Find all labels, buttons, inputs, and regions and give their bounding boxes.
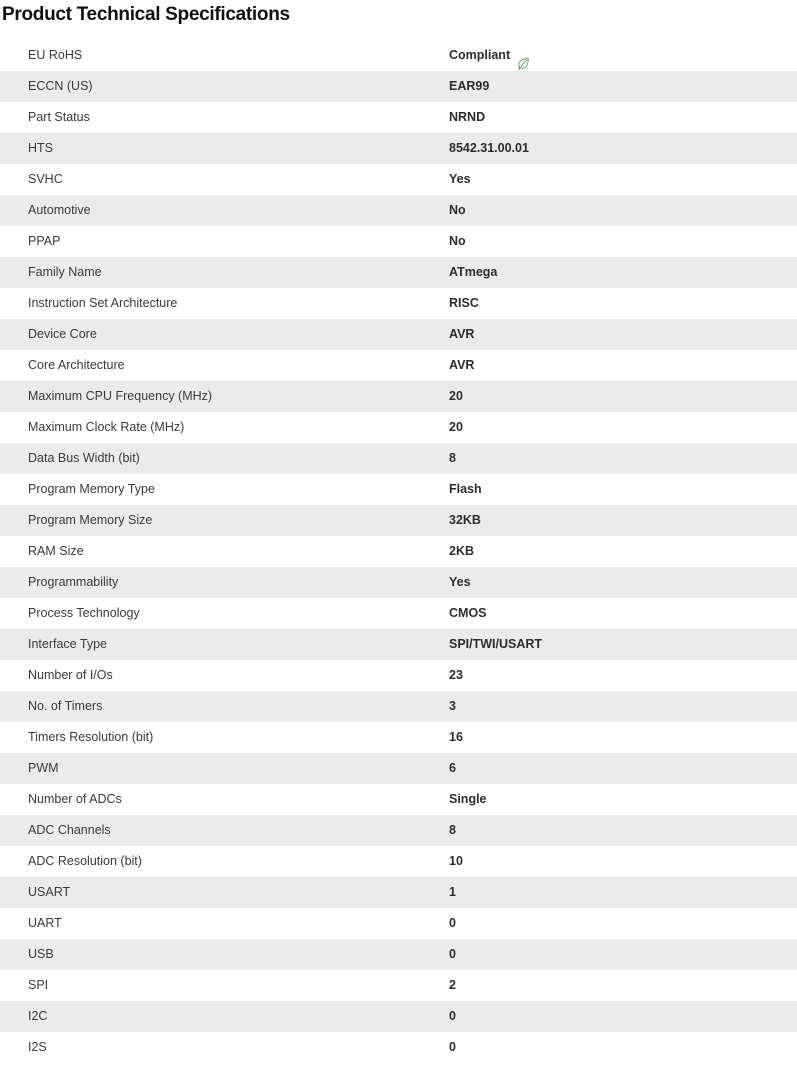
spec-value-text: No bbox=[449, 234, 466, 248]
table-row bbox=[0, 40, 797, 71]
table-row bbox=[0, 257, 797, 288]
table-row bbox=[0, 412, 797, 443]
spec-attribute-value bbox=[441, 970, 797, 1001]
spec-value-text: NRND bbox=[449, 110, 486, 124]
spec-attribute-label: Maximum Clock Rate (MHz) bbox=[28, 420, 185, 434]
table-row bbox=[0, 722, 797, 753]
spec-value-text: EAR99 bbox=[449, 79, 490, 93]
table-row bbox=[0, 102, 797, 133]
spec-value-wrapper bbox=[449, 908, 456, 939]
table-row bbox=[0, 443, 797, 474]
leaf-icon bbox=[517, 51, 530, 64]
spec-value-text: 10 bbox=[449, 854, 463, 868]
spec-value-text: Yes bbox=[449, 575, 471, 589]
spec-value-wrapper bbox=[449, 164, 471, 195]
spec-value-text: 16 bbox=[449, 730, 463, 744]
spec-attribute-label: Program Memory Type bbox=[28, 482, 155, 496]
spec-attribute-label: Programmability bbox=[28, 575, 119, 589]
spec-attribute-value bbox=[441, 1001, 797, 1032]
spec-value-wrapper bbox=[449, 102, 485, 133]
spec-value-text: 0 bbox=[449, 947, 456, 961]
spec-value-wrapper bbox=[449, 257, 497, 288]
table-row bbox=[0, 660, 797, 691]
spec-attribute-value bbox=[441, 722, 797, 753]
spec-value-wrapper bbox=[449, 753, 456, 784]
spec-value-wrapper bbox=[449, 71, 489, 102]
spec-attribute-value bbox=[441, 753, 797, 784]
spec-value-text: No bbox=[449, 203, 466, 217]
spec-attribute-label: Instruction Set Architecture bbox=[28, 296, 178, 310]
table-row bbox=[0, 784, 797, 815]
spec-value-text: SPI/TWI/USART bbox=[449, 637, 543, 651]
spec-value-text: 0 bbox=[449, 1040, 456, 1054]
spec-attribute-value bbox=[441, 412, 797, 443]
table-row bbox=[0, 71, 797, 102]
spec-value-wrapper bbox=[449, 939, 456, 970]
spec-attribute-value bbox=[441, 195, 797, 226]
spec-attribute-label: I2S bbox=[28, 1040, 47, 1054]
spec-value-wrapper bbox=[449, 722, 463, 753]
table-row bbox=[0, 288, 797, 319]
spec-value-wrapper bbox=[449, 598, 487, 629]
table-row bbox=[0, 164, 797, 195]
spec-value-wrapper bbox=[449, 226, 466, 257]
spec-value-wrapper bbox=[449, 815, 456, 846]
spec-attribute-label: SPI bbox=[28, 978, 49, 992]
spec-table-body bbox=[0, 40, 797, 1063]
table-row bbox=[0, 629, 797, 660]
spec-value-text: 23 bbox=[449, 668, 463, 682]
table-row bbox=[0, 908, 797, 939]
table-row bbox=[0, 753, 797, 784]
table-row bbox=[0, 939, 797, 970]
spec-attribute-label: PWM bbox=[28, 761, 59, 775]
spec-value-wrapper bbox=[449, 536, 474, 567]
spec-attribute-value bbox=[441, 567, 797, 598]
spec-value-text: Yes bbox=[449, 172, 471, 186]
spec-attribute-value bbox=[441, 691, 797, 722]
spec-value-wrapper bbox=[449, 350, 474, 381]
spec-attribute-label: USART bbox=[28, 885, 71, 899]
spec-attribute-label: USB bbox=[28, 947, 54, 961]
spec-value-text: 8 bbox=[449, 451, 456, 465]
spec-attribute-value bbox=[441, 319, 797, 350]
table-row bbox=[0, 877, 797, 908]
spec-attribute-label: EU RoHS bbox=[28, 48, 83, 62]
spec-attribute-label: ECCN (US) bbox=[28, 79, 93, 93]
spec-attribute-value bbox=[441, 939, 797, 970]
spec-attribute-value bbox=[441, 381, 797, 412]
table-row bbox=[0, 505, 797, 536]
spec-attribute-label: Maximum CPU Frequency (MHz) bbox=[28, 389, 213, 403]
table-row bbox=[0, 474, 797, 505]
spec-attribute-value bbox=[441, 629, 797, 660]
spec-attribute-value bbox=[441, 40, 797, 71]
spec-attribute-value bbox=[441, 815, 797, 846]
spec-attribute-label: RAM Size bbox=[28, 544, 84, 558]
spec-attribute-label: Automotive bbox=[28, 203, 91, 217]
spec-attribute-label: Core Architecture bbox=[28, 358, 125, 372]
spec-value-wrapper bbox=[449, 474, 482, 505]
spec-attribute-label: Number of ADCs bbox=[28, 792, 122, 806]
spec-attribute-label: ADC Resolution (bit) bbox=[28, 854, 142, 868]
spec-attribute-label: UART bbox=[28, 916, 62, 930]
table-row bbox=[0, 691, 797, 722]
spec-value-text: CMOS bbox=[449, 606, 487, 620]
spec-attribute-label: HTS bbox=[28, 141, 53, 155]
spec-value-wrapper bbox=[449, 319, 474, 350]
spec-attribute-value bbox=[441, 164, 797, 195]
spec-value-text: 8542.31.00.01 bbox=[449, 141, 529, 155]
table-row bbox=[0, 195, 797, 226]
spec-value-text: 32KB bbox=[449, 513, 481, 527]
spec-value-wrapper bbox=[449, 412, 463, 443]
spec-value-text: Single bbox=[449, 792, 487, 806]
table-row bbox=[0, 815, 797, 846]
page-title: Product Technical Specifications bbox=[2, 4, 290, 25]
spec-value-text: 3 bbox=[449, 699, 456, 713]
table-row bbox=[0, 350, 797, 381]
spec-value-wrapper bbox=[449, 133, 529, 164]
spec-value-text: 6 bbox=[449, 761, 456, 775]
spec-attribute-value bbox=[441, 846, 797, 877]
table-row bbox=[0, 536, 797, 567]
spec-attribute-label: Program Memory Size bbox=[28, 513, 153, 527]
table-row bbox=[0, 598, 797, 629]
spec-attribute-value bbox=[441, 133, 797, 164]
spec-attribute-value bbox=[441, 660, 797, 691]
spec-value-wrapper bbox=[449, 877, 456, 908]
spec-attribute-label: Device Core bbox=[28, 327, 97, 341]
spec-attribute-label: Family Name bbox=[28, 265, 102, 279]
spec-value-wrapper bbox=[449, 288, 479, 319]
spec-attribute-value bbox=[441, 598, 797, 629]
spec-attribute-value bbox=[441, 784, 797, 815]
spec-attribute-value bbox=[441, 71, 797, 102]
spec-value-wrapper bbox=[449, 691, 456, 722]
spec-value-wrapper bbox=[449, 195, 466, 226]
spec-value-wrapper bbox=[449, 567, 471, 598]
spec-value-text: RISC bbox=[449, 296, 479, 310]
spec-attribute-value bbox=[441, 1032, 797, 1063]
spec-attribute-label: I2C bbox=[28, 1009, 48, 1023]
table-row bbox=[0, 381, 797, 412]
spec-value-text: 1 bbox=[449, 885, 456, 899]
spec-attribute-label: Number of I/Os bbox=[28, 668, 113, 682]
spec-value-wrapper bbox=[449, 629, 542, 660]
spec-attribute-label: ADC Channels bbox=[28, 823, 111, 837]
spec-value-wrapper bbox=[449, 970, 456, 1001]
table-row bbox=[0, 846, 797, 877]
spec-value-text: 2 bbox=[449, 978, 456, 992]
spec-attribute-value bbox=[441, 877, 797, 908]
spec-attribute-value bbox=[441, 536, 797, 567]
spec-attribute-value bbox=[441, 350, 797, 381]
spec-attribute-value bbox=[441, 226, 797, 257]
spec-attribute-value bbox=[441, 288, 797, 319]
spec-attribute-label: Interface Type bbox=[28, 637, 107, 651]
spec-attribute-label: PPAP bbox=[28, 234, 61, 248]
spec-value-wrapper bbox=[449, 40, 530, 71]
table-row bbox=[0, 1032, 797, 1063]
spec-value-text: 8 bbox=[449, 823, 456, 837]
spec-attribute-label: Part Status bbox=[28, 110, 90, 124]
spec-value-text: 0 bbox=[449, 916, 456, 930]
spec-value-text: 20 bbox=[449, 389, 463, 403]
table-row bbox=[0, 319, 797, 350]
spec-value-text: AVR bbox=[449, 327, 475, 341]
spec-attribute-value bbox=[441, 443, 797, 474]
spec-value-text: 20 bbox=[449, 420, 463, 434]
table-row bbox=[0, 133, 797, 164]
spec-value-wrapper bbox=[449, 660, 463, 691]
table-row bbox=[0, 1001, 797, 1032]
spec-attribute-label: Data Bus Width (bit) bbox=[28, 451, 140, 465]
spec-value-text: AVR bbox=[449, 358, 475, 372]
spec-attribute-value bbox=[441, 102, 797, 133]
spec-value-text: 2KB bbox=[449, 544, 475, 558]
spec-value-wrapper bbox=[449, 505, 481, 536]
spec-attribute-value bbox=[441, 908, 797, 939]
spec-value-wrapper bbox=[449, 1001, 456, 1032]
spec-attribute-value bbox=[441, 257, 797, 288]
spec-value-wrapper bbox=[449, 846, 463, 877]
spec-value-wrapper bbox=[449, 784, 487, 815]
table-row bbox=[0, 226, 797, 257]
spec-value-wrapper bbox=[449, 443, 456, 474]
spec-attribute-value bbox=[441, 505, 797, 536]
product-specifications-table bbox=[0, 40, 797, 1063]
spec-value-text: 0 bbox=[449, 1009, 456, 1023]
spec-attribute-value bbox=[441, 474, 797, 505]
spec-attribute-label: SVHC bbox=[28, 172, 63, 186]
spec-value-text: Compliant bbox=[449, 48, 511, 62]
table-row bbox=[0, 970, 797, 1001]
spec-attribute-label: No. of Timers bbox=[28, 699, 103, 713]
spec-attribute-label: Process Technology bbox=[28, 606, 140, 620]
spec-value-text: Flash bbox=[449, 482, 482, 496]
spec-attribute-label: Timers Resolution (bit) bbox=[28, 730, 154, 744]
table-row bbox=[0, 567, 797, 598]
spec-value-wrapper bbox=[449, 381, 463, 412]
spec-value-wrapper bbox=[449, 1032, 456, 1063]
spec-value-text: ATmega bbox=[449, 265, 498, 279]
